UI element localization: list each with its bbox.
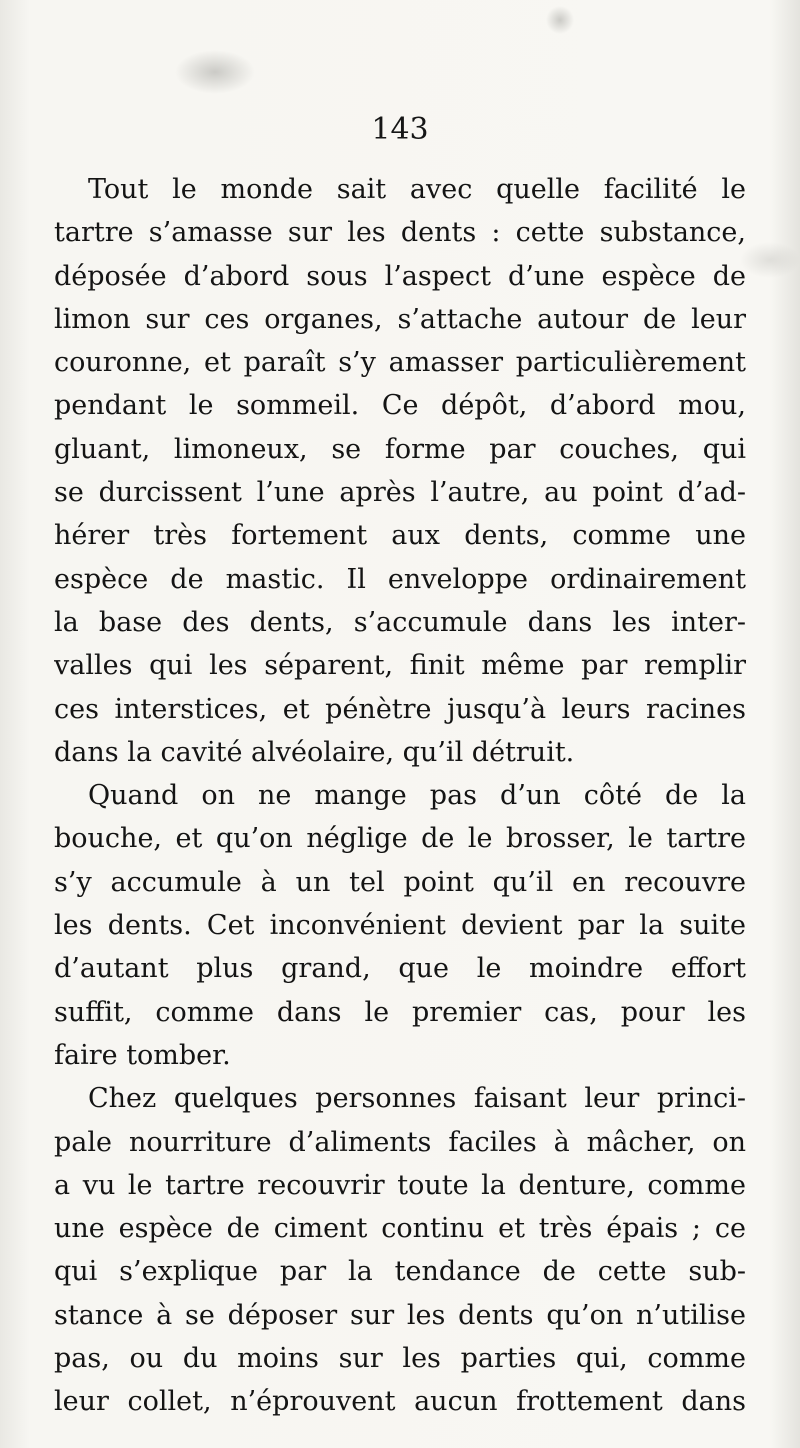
text-line: Quand on ne mange pas d’un côté de la (88, 780, 746, 812)
text-line: couronne, et paraît s’y amasser particulièrement (54, 347, 746, 379)
text-line: ces interstices, et pénètre jusqu’à leurs racines (54, 693, 746, 725)
text-line: une espèce de ciment continu et très épais ; ce (54, 1213, 746, 1245)
text-line: espèce de mastic. Il enveloppe ordinairement (54, 563, 746, 595)
text-line: pas, ou du moins sur les parties qui, comme (54, 1343, 746, 1375)
text-line: la base des dents, s’accumule dans les inter- (54, 606, 746, 638)
text-line: stance à se déposer sur les dents qu’on n’utilise (54, 1299, 746, 1331)
text-line: dans la cavité alvéolaire, qu’il détruit. (54, 736, 575, 768)
text-line: leur collet, n’éprouvent aucun frottement dans (54, 1386, 746, 1418)
text-line: valles qui les séparent, finit même par remplir (54, 650, 746, 682)
text-line: suffit, comme dans le premier cas, pour les (54, 996, 746, 1028)
text-line: qui s’explique par la tendance de cette sub- (54, 1256, 746, 1288)
text-line: limon sur ces organes, s’attache autour de leur (54, 303, 746, 335)
text-line: pendant le sommeil. Ce dépôt, d’abord mou, (54, 390, 746, 422)
text-line: se durcissent l’une après l’autre, au point d’ad- (54, 477, 746, 509)
text-line: d’autant plus grand, que le moindre effort (54, 953, 746, 985)
text-line: faire tomber. (54, 1039, 231, 1071)
text-line: les dents. Cet inconvénient devient par la suite (54, 910, 746, 942)
text-line: Tout le monde sait avec quelle facilité le (88, 174, 746, 205)
text-line: tartre s’amasse sur les dents : cette substance, (54, 217, 746, 249)
body-text (54, 168, 746, 1424)
text-line: a vu le tartre recouvrir toute la denture, comme (54, 1169, 746, 1201)
text-line: Chez quelques personnes faisant leur princi- (88, 1083, 746, 1115)
text-line: pale nourriture d’aliments faciles à mâcher, on (54, 1126, 746, 1158)
text-line: s’y accumule à un tel point qu’il en recouvre (54, 866, 746, 898)
text-line: hérer très fortement aux dents, comme une (54, 520, 746, 552)
page-number: 143 (371, 112, 429, 147)
text-line: déposée d’abord sous l’aspect d’une espèce de (54, 260, 746, 292)
text-line: bouche, et qu’on néglige de le brosser, le tartre (54, 823, 746, 855)
text-line: gluant, limoneux, se forme par couches, qui (54, 433, 746, 465)
